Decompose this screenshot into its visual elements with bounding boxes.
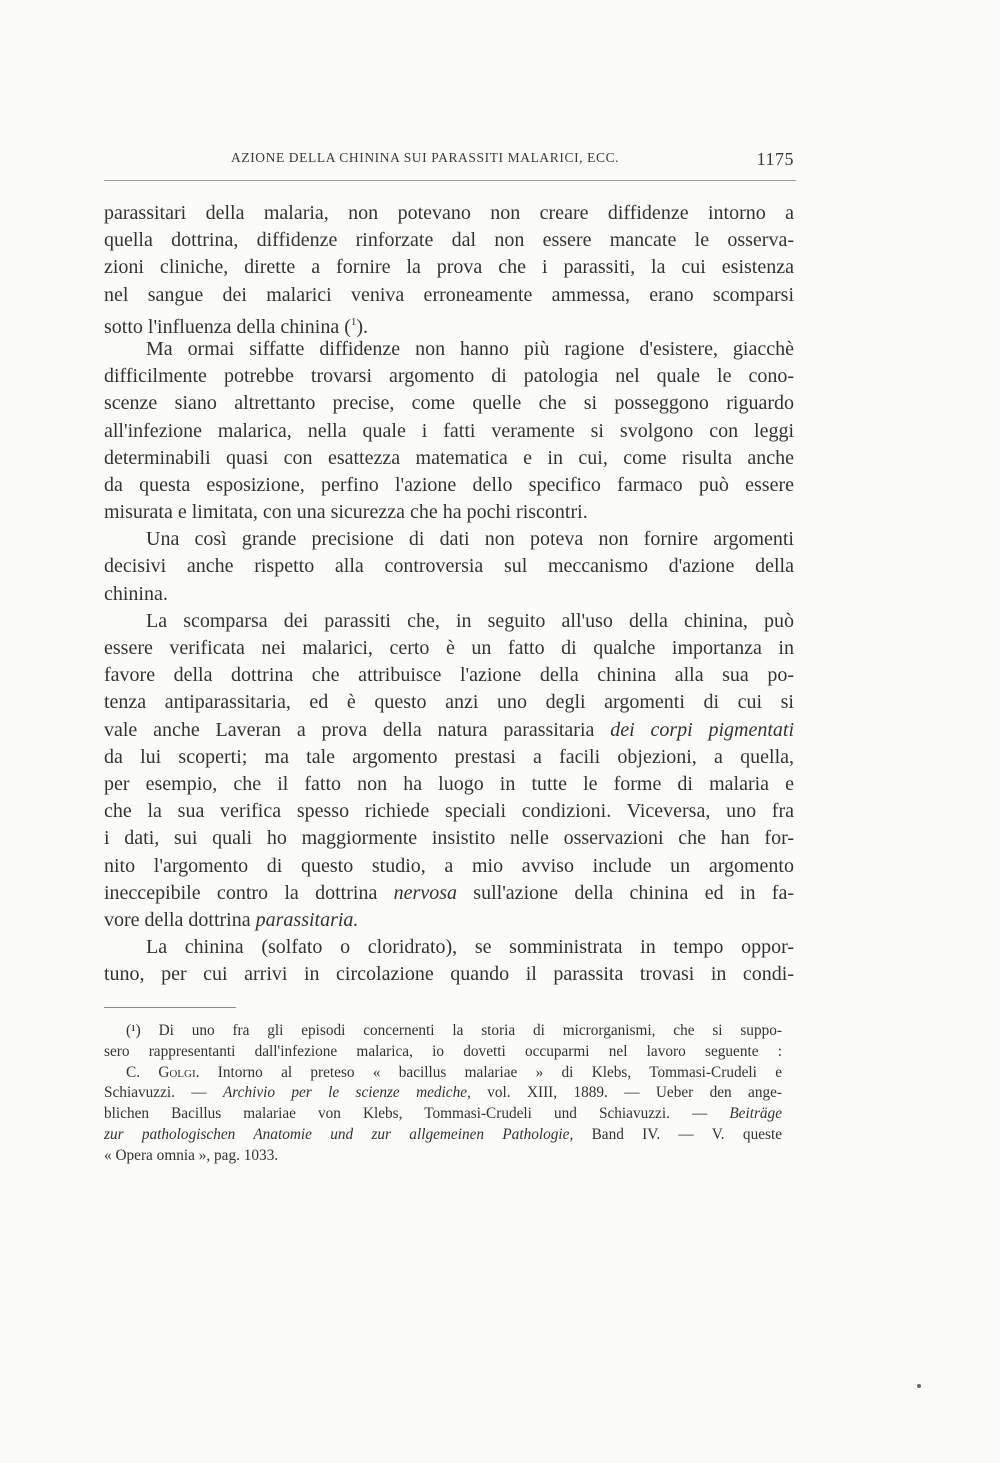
text-line: decisivi anche rispetto alla controversia sul meccanismo d'azione della — [104, 555, 794, 578]
page-number: 1175 — [756, 149, 794, 169]
italic-run: dei corpi pigmentati — [610, 718, 795, 741]
footnotes — [104, 1021, 782, 1167]
italic-run: Archivio per le scienze mediche, — [222, 1084, 471, 1102]
text-run: ). — [356, 315, 369, 338]
text-run: . Intorno al preteso « bacillus malariae » di Klebs, Tommasi-Crudeli e — [195, 1063, 782, 1081]
text-run: Di uno fra gli episodi concernenti la storia di microrganismi, che si suppo- — [140, 1022, 782, 1039]
text-line: i dati, sui quali ho maggiormente insistito nelle osservazioni che han for- — [104, 827, 794, 850]
footnote-line: « Opera omnia », pag. 1033. — [104, 1146, 279, 1164]
text-line: difficilmente potrebbe trovarsi argomento di patologia nel quale le cono- — [104, 365, 794, 388]
text-line: da questa esposizione, perfino l'azione dello specifico farmaco può essere — [104, 473, 794, 496]
text-line: favore della dottrina che attribuisce l'azione della chinina alla sua po- — [104, 664, 794, 687]
footnote-line — [104, 1063, 782, 1084]
footnote-divider — [104, 1007, 236, 1008]
text-run: vale anche Laveran a prova della natura parassitaria — [104, 718, 611, 741]
text-run: vore della dottrina — [104, 908, 256, 931]
text-line: da lui scoperti; ma tale argomento prestasi a facili objezioni, a quella, — [104, 745, 794, 768]
text-line: La scomparsa dei parassiti che, in seguito all'uso della chinina, può — [146, 609, 794, 632]
text-line: scenze siano altrettanto precise, come quelle che si posseggono riguardo — [104, 392, 794, 415]
text-run: blichen Bacillus malariae von Klebs, Tommasi-Crudeli und Schiavuzzi. — — [104, 1105, 730, 1123]
italic-run: Beiträge — [729, 1105, 782, 1123]
text-line: Una così grande precisione di dati non poteva non fornire argomenti — [146, 528, 794, 551]
text-run: Schiavuzzi. — — [104, 1084, 223, 1102]
text-line: zioni cliniche, dirette a fornire la prova che i parassiti, la cui esistenza — [104, 256, 794, 279]
author-name: Golgi — [158, 1063, 196, 1081]
footnote-reference[interactable]: 1 — [350, 315, 357, 328]
text-line: tuno, per cui arrivi in circolazione quando il parassita trovasi in condi- — [104, 963, 794, 986]
text-line — [104, 907, 794, 934]
text-line: nel sangue dei malarici veniva erroneamente ammessa, erano scomparsi — [104, 283, 794, 306]
text-line — [104, 309, 794, 336]
text-line: nito l'argomento di questo studio, a mio avviso include un argomento — [104, 854, 794, 877]
text-line: quella dottrina, diffidenze rinforzate dal non essere mancate le osserva- — [104, 229, 794, 252]
text-run: vol. XIII, 1889. — Ueber den ange- — [470, 1084, 783, 1102]
italic-run: parassitaria. — [255, 908, 359, 931]
text-run: Band IV. — V. queste — [573, 1125, 782, 1143]
footnote-line: sero rappresentanti dall'infezione malarica, io dovetti occuparmi nel lavoro seguente : — [104, 1042, 782, 1060]
text-line: che la sua verifica spesso richiede speciali condizioni. Viceversa, uno fra — [104, 800, 794, 823]
text-line: all'infezione malarica, nella quale i fatti veramente si svolgono con leggi — [104, 419, 794, 442]
footnote-line — [104, 1021, 782, 1042]
text-line — [104, 717, 794, 744]
text-line: Ma ormai siffatte diffidenze non hanno più ragione d'esistere, giacchè — [146, 337, 794, 360]
running-head — [104, 146, 796, 181]
italic-run: zur pathologischen Anatomie und zur allgemeinen Pathologie, — [104, 1125, 574, 1143]
text-run: sotto l'influenza della chinina ( — [104, 315, 351, 338]
body-text — [104, 200, 794, 988]
footnote-line — [104, 1125, 782, 1146]
footnote-marker: (¹) — [126, 1022, 141, 1039]
paper-speck — [917, 1384, 921, 1388]
text-run: C. — [126, 1063, 159, 1081]
text-line: per esempio, che il fatto non ha luogo in tutte le forme di malaria e — [104, 772, 794, 795]
text-line — [104, 880, 794, 907]
text-line: tenza antiparassitaria, ed è questo anzi uno degli argomenti di cui si — [104, 691, 794, 714]
text-line: essere verificata nei malarici, certo è un fatto di qualche importanza in — [104, 637, 794, 659]
text-line: parassitari della malaria, non potevano non creare diffidenze intorno a — [104, 202, 794, 224]
text-run: ineccepibile contro la dottrina — [104, 881, 394, 904]
text-line: La chinina (solfato o cloridrato), se somministrata in tempo oppor- — [146, 936, 794, 959]
text-line: chinina. — [104, 582, 168, 605]
text-line: determinabili quasi con esattezza matematica e in cui, come risulta anche — [104, 446, 794, 469]
text-run: sull'azione della chinina ed in fa- — [456, 881, 794, 904]
footnote-line — [104, 1083, 782, 1104]
footnote-line — [104, 1104, 782, 1125]
running-title: AZIONE DELLA CHININA SUI PARASSITI MALARICI, ECC. — [231, 150, 620, 165]
text-line: misurata e limitata, con una sicurezza che ha pochi riscontri. — [104, 501, 588, 524]
italic-run: nervosa — [393, 881, 457, 904]
